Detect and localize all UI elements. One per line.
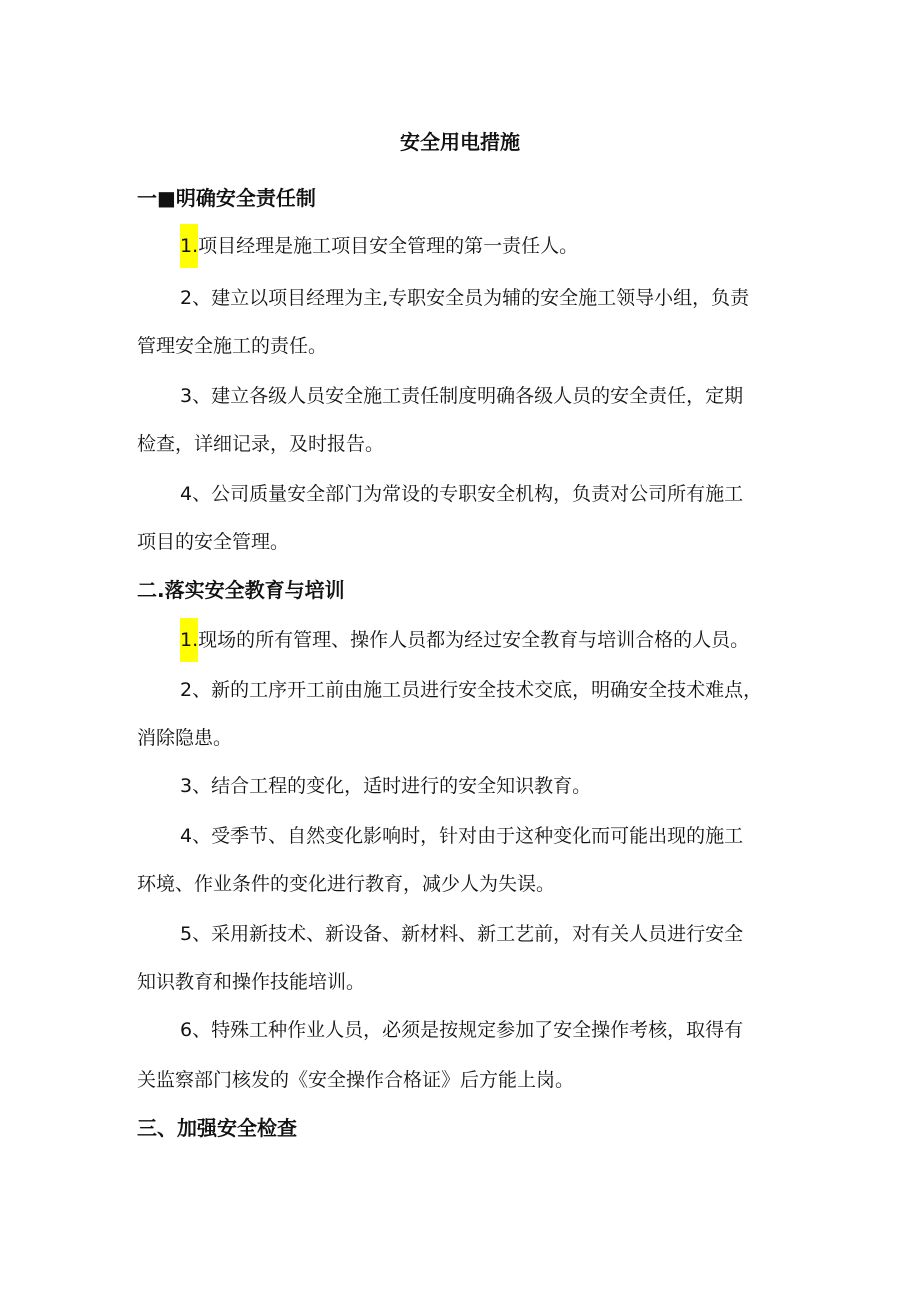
paragraph-text: 项目经理是施工项目安全管理的第一责任人。 bbox=[198, 235, 579, 257]
paragraph-1-4-line-2: 项目的安全管理。 bbox=[137, 531, 290, 553]
section-heading-2: 二.落实安全教育与培训 bbox=[137, 578, 345, 602]
paragraph-2-6-line-1: 6、特殊工种作业人员，必须是按规定参加了安全操作考核，取得有 bbox=[180, 1019, 744, 1041]
paragraph-1-2-line-1: 2、建立以项目经理为主,专职安全员为辅的安全施工领导小组，负责 bbox=[180, 287, 750, 309]
section-heading-1: 一■明确安全责任制 bbox=[137, 186, 316, 210]
paragraph-2-1 bbox=[180, 626, 749, 654]
paragraph-2-4-line-2: 环境、作业条件的变化进行教育，减少人为失误。 bbox=[137, 873, 556, 895]
paragraph-2-6-line-2: 关监察部门核发的《安全操作合格证》后方能上岗。 bbox=[137, 1069, 575, 1091]
paragraph-1-2-line-2: 管理安全施工的责任。 bbox=[137, 335, 328, 357]
list-marker-highlight: 1. bbox=[180, 618, 198, 662]
paragraph-2-5-line-2: 知识教育和操作技能培训。 bbox=[137, 971, 366, 993]
paragraph-1-4-line-1: 4、公司质量安全部门为常设的专职安全机构，负责对公司所有施工 bbox=[180, 483, 744, 505]
list-marker-highlight: 1. bbox=[180, 224, 198, 268]
paragraph-2-5-line-1: 5、采用新技术、新设备、新材料、新工艺前，对有关人员进行安全 bbox=[180, 923, 744, 945]
paragraph-1-3-line-2: 检查，详细记录，及时报告。 bbox=[137, 433, 385, 455]
document-title: 安全用电措施 bbox=[400, 130, 520, 154]
paragraph-2-4-line-1: 4、受季节、自然变化影响时，针对由于这种变化而可能出现的施工 bbox=[180, 825, 744, 847]
paragraph-text: 现场的所有管理、操作人员都为经过安全教育与培训合格的人员。 bbox=[198, 629, 750, 651]
paragraph-1-3-line-1: 3、建立各级人员安全施工责任制度明确各级人员的安全责任，定期 bbox=[180, 385, 744, 407]
paragraph-2-2-line-1: 2、新的工序开工前由施工员进行安全技术交底，明确安全技术难点， bbox=[180, 679, 763, 701]
section-heading-3: 三、加强安全检查 bbox=[137, 1116, 297, 1140]
paragraph-2-2-line-2: 消除隐患。 bbox=[137, 727, 233, 749]
paragraph-2-3: 3、结合工程的变化，适时进行的安全知识教育。 bbox=[180, 775, 592, 797]
paragraph-1-1 bbox=[180, 232, 578, 260]
